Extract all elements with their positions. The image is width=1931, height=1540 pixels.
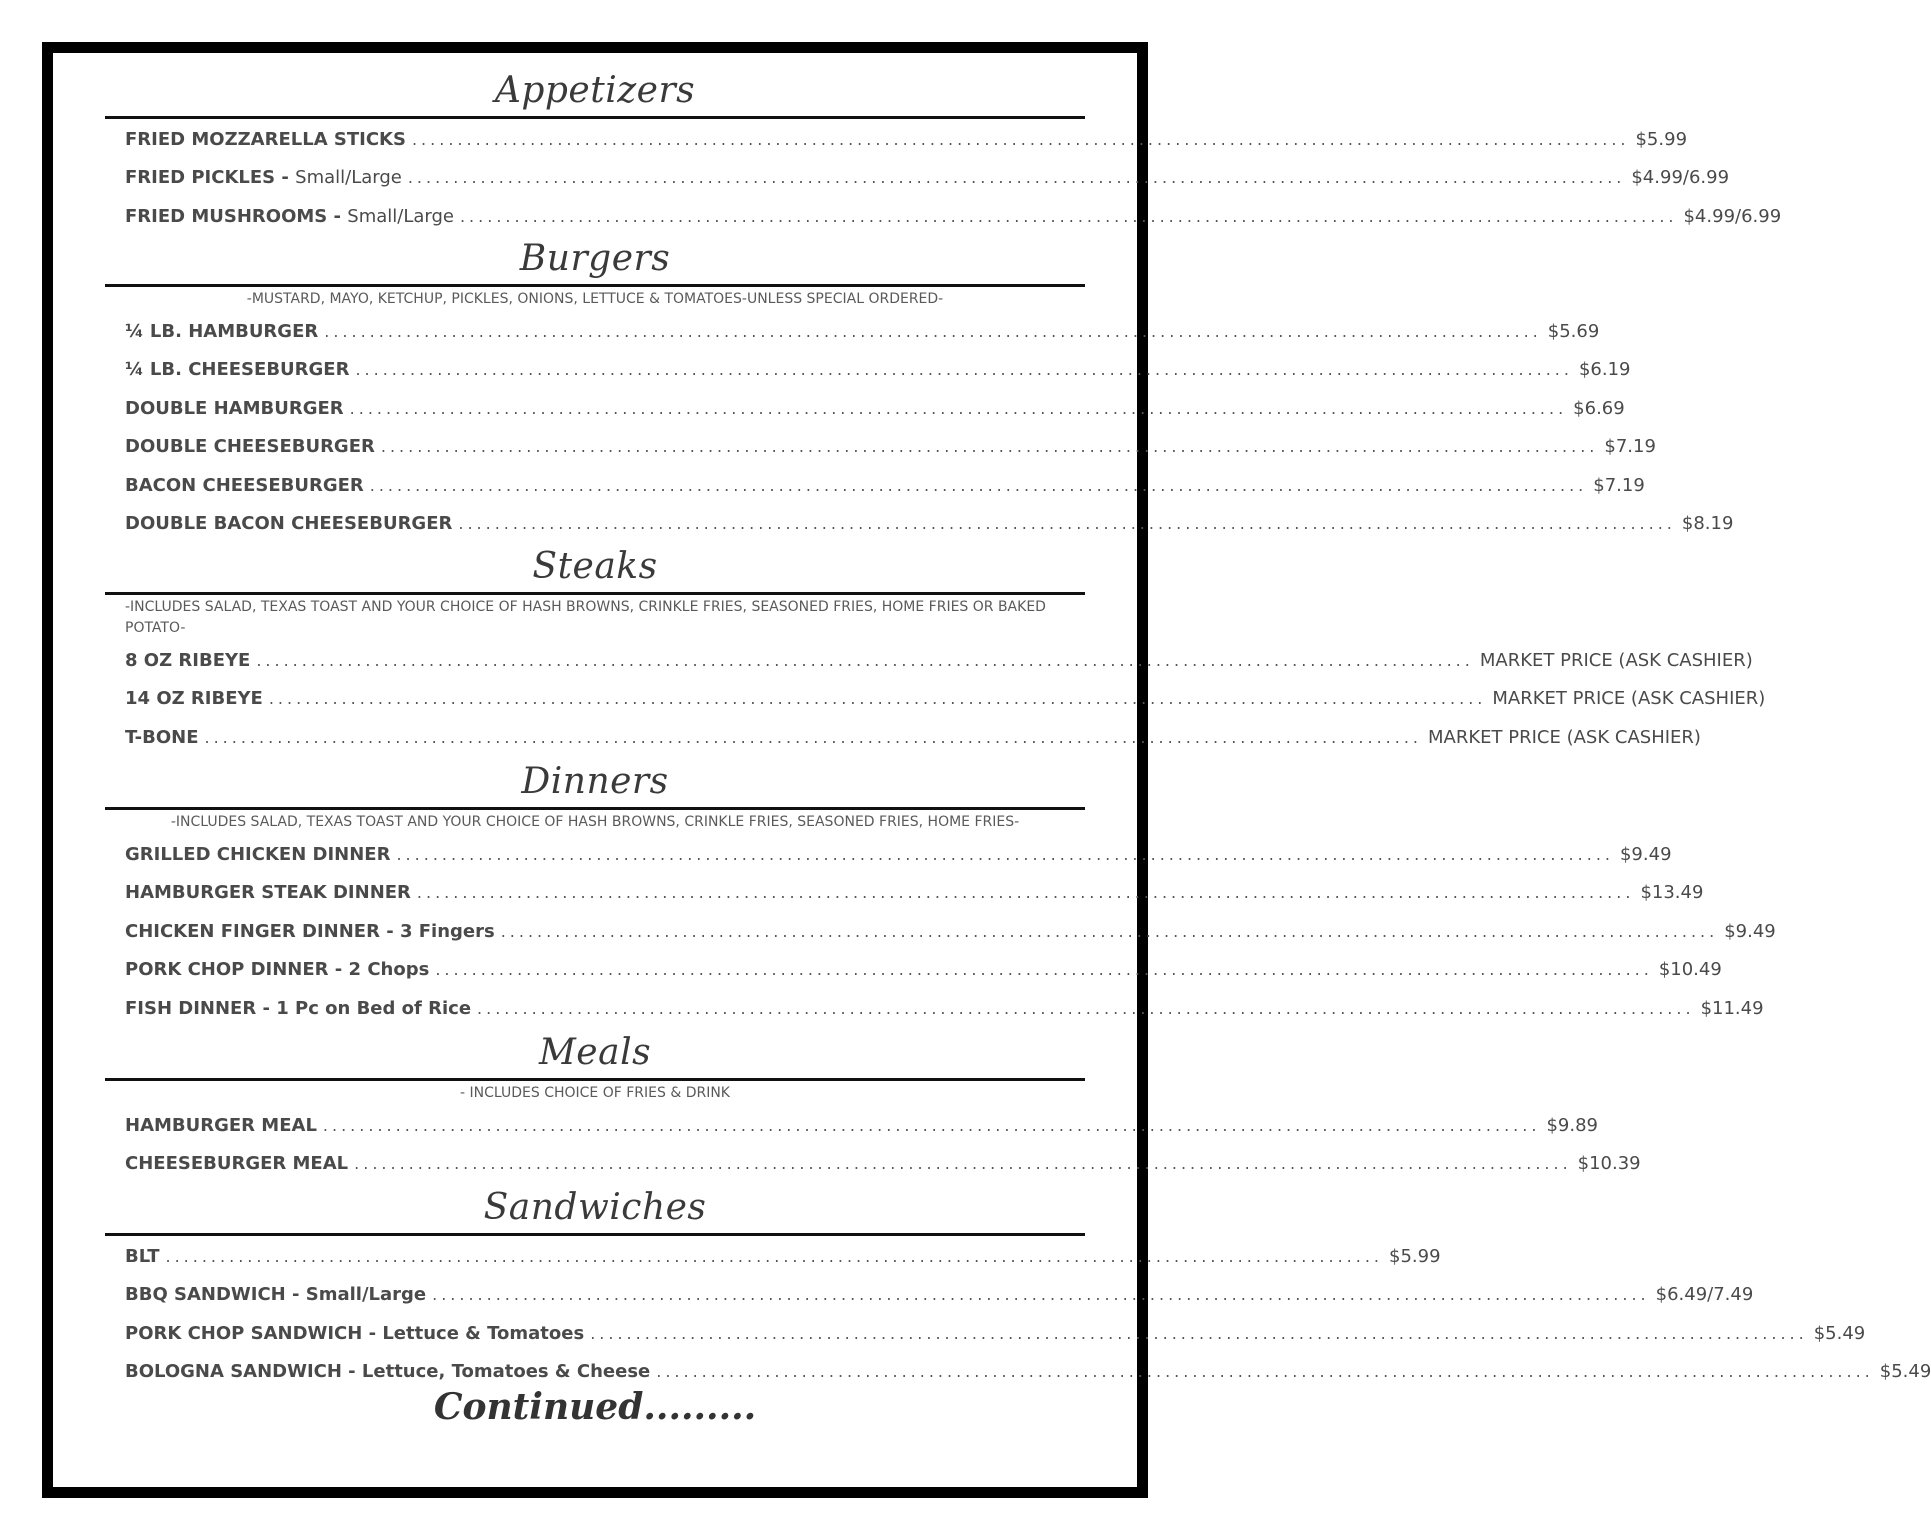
dot-leader: ......................................................................................................................................	[322, 1116, 1541, 1135]
item-name: DOUBLE BACON CHEESEBURGER	[125, 512, 453, 534]
item-name: FRIED PICKLES - Small/Large	[125, 167, 402, 189]
item-price: MARKET PRICE (ASK CASHIER)	[1479, 650, 1753, 671]
item-name: ¼ LB. HAMBURGER	[125, 321, 319, 342]
item-name: HAMBURGER MEAL	[125, 1115, 317, 1136]
dot-leader: ......................................................................................................................................	[380, 437, 1599, 457]
item-price: $7.19	[1593, 474, 1645, 496]
menu-item	[105, 1238, 1441, 1276]
menu-item	[105, 874, 1704, 912]
dot-leader: ......................................................................................................................................	[349, 398, 1568, 418]
item-price: $11.49	[1700, 997, 1764, 1019]
dot-leader: ......................................................................................................................................	[268, 689, 1487, 709]
continued-footer: Continued.........	[433, 1386, 757, 1428]
section-note: -MUSTARD, MAYO, KETCHUP, PICKLES, ONIONS, LETTUCE & TOMATOES-UNLESS SPECIAL ORDERED-	[246, 291, 944, 307]
menu-item	[105, 313, 1600, 351]
dot-leader: ......................................................................................................................................	[590, 1323, 1808, 1343]
item-name: FRIED MOZZARELLA STICKS	[125, 129, 406, 150]
menu-item	[105, 121, 1688, 159]
section-divider	[105, 807, 1085, 810]
item-name: 8 OZ RIBEYE	[125, 650, 251, 671]
item-price: MARKET PRICE (ASK CASHIER)	[1428, 726, 1701, 748]
section-steaks	[105, 542, 1766, 757]
menu-item	[105, 1276, 1754, 1314]
item-name: BACON CHEESEBURGER	[125, 474, 364, 496]
item-price: $6.49/7.49	[1655, 1284, 1754, 1306]
section-dinners	[105, 757, 1776, 1028]
dot-leader: ......................................................................................................................................	[204, 727, 1423, 747]
item-price: $5.99	[1389, 1246, 1441, 1267]
item-name: CHICKEN FINGER DINNER - 3 Fingers	[125, 920, 495, 942]
section-sandwiches	[105, 1183, 1931, 1392]
item-price: $6.19	[1578, 359, 1631, 381]
section-note: -INCLUDES SALAD, TEXAS TOAST AND YOUR CHOICE OF HASH BROWNS, CRINKLE FRIES, SEASONED FRIES, HOME FRIES OR BAKED POTATO-	[125, 599, 1046, 636]
section-note: - INCLUDES CHOICE OF FRIES & DRINK	[460, 1085, 730, 1101]
item-price: $7.19	[1604, 436, 1656, 458]
item-name: CHEESEBURGER MEAL	[125, 1153, 349, 1175]
item-name: BBQ SANDWICH - Small/Large	[125, 1284, 427, 1306]
dot-leader: ......................................................................................................................................	[355, 360, 1573, 380]
item-price: $5.99	[1635, 129, 1688, 150]
dot-leader: ......................................................................................................................................	[435, 960, 1653, 980]
item-name: ¼ LB. CHEESEBURGER	[125, 359, 350, 381]
section-divider	[105, 284, 1085, 287]
section-divider	[105, 1078, 1085, 1081]
item-price: $13.49	[1640, 882, 1704, 904]
item-price: $9.49	[1619, 844, 1672, 865]
dot-leader: ......................................................................................................................................	[369, 475, 1588, 495]
menu-item	[105, 505, 1734, 543]
section-heading: Burgers	[519, 238, 671, 279]
menu-item	[105, 951, 1722, 989]
dot-leader: ......................................................................................................................................	[500, 921, 1719, 941]
item-price: $5.69	[1547, 321, 1600, 342]
dot-leader: ......................................................................................................................................	[165, 1247, 1384, 1266]
item-name: PORK CHOP DINNER - 2 Chops	[125, 959, 430, 981]
item-name: T-BONE	[125, 726, 199, 748]
menu-item	[105, 390, 1625, 428]
item-price: $10.49	[1658, 959, 1722, 981]
menu-item	[105, 467, 1645, 505]
item-name: GRILLED CHICKEN DINNER	[125, 844, 391, 865]
item-price: $4.99/6.99	[1631, 167, 1730, 189]
item-price: MARKET PRICE (ASK CASHIER)	[1492, 688, 1766, 710]
item-price: $8.19	[1681, 512, 1734, 534]
dot-leader: ......................................................................................................................................	[324, 322, 1542, 341]
menu-item	[105, 642, 1753, 680]
section-heading: Steaks	[532, 546, 658, 587]
menu-item	[105, 719, 1701, 757]
section-heading: Meals	[538, 1032, 652, 1073]
menu-item	[105, 913, 1776, 951]
dot-leader: ......................................................................................................................................	[416, 883, 1635, 903]
dot-leader: ......................................................................................................................................	[656, 1362, 1874, 1382]
dot-leader: ......................................................................................................................................	[396, 845, 1614, 864]
item-name: FRIED MUSHROOMS - Small/Large	[125, 205, 454, 227]
item-price: $4.99/6.99	[1683, 205, 1782, 227]
dot-leader: ......................................................................................................................................	[256, 651, 1474, 670]
dot-leader: ......................................................................................................................................	[411, 130, 1630, 149]
section-appetizers	[105, 66, 1782, 236]
item-price: $10.39	[1577, 1153, 1641, 1175]
menu-item	[105, 990, 1764, 1028]
item-name: FISH DINNER - 1 Pc on Bed of Rice	[125, 997, 472, 1019]
menu-item	[105, 680, 1766, 718]
menu-item	[105, 428, 1656, 466]
menu-item	[105, 351, 1631, 389]
dot-leader: ......................................................................................................................................	[458, 513, 1676, 533]
menu-item	[105, 1315, 1866, 1353]
item-name: 14 OZ RIBEYE	[125, 688, 263, 710]
menu-item	[105, 159, 1730, 197]
dot-leader: ......................................................................................................................................	[354, 1154, 1572, 1174]
dot-leader: ......................................................................................................................................	[407, 168, 1626, 188]
dot-leader: ......................................................................................................................................	[477, 998, 1695, 1018]
section-meals	[105, 1028, 1641, 1184]
item-price: $6.69	[1573, 397, 1625, 419]
section-heading: Sandwiches	[483, 1187, 707, 1228]
item-name: BLT	[125, 1246, 160, 1267]
menu-item	[105, 836, 1672, 874]
item-name: BOLOGNA SANDWICH - Lettuce, Tomatoes & Cheese	[125, 1361, 651, 1383]
item-price: $9.89	[1546, 1115, 1598, 1136]
section-heading: Appetizers	[494, 70, 696, 111]
menu-item	[105, 198, 1782, 236]
item-price: $5.49	[1879, 1361, 1931, 1383]
item-name: HAMBURGER STEAK DINNER	[125, 882, 411, 904]
item-name: DOUBLE CHEESEBURGER	[125, 436, 375, 458]
menu-item	[105, 1107, 1598, 1145]
section-burgers	[105, 234, 1734, 543]
section-heading: Dinners	[521, 761, 669, 802]
item-name: DOUBLE HAMBURGER	[125, 397, 344, 419]
item-name: PORK CHOP SANDWICH - Lettuce & Tomatoes	[125, 1322, 585, 1344]
item-price: $9.49	[1724, 920, 1776, 942]
section-divider	[105, 592, 1085, 595]
item-price: $5.49	[1813, 1322, 1866, 1344]
section-note: -INCLUDES SALAD, TEXAS TOAST AND YOUR CHOICE OF HASH BROWNS, CRINKLE FRIES, SEASONED FRIES, HOME FRIES-	[170, 814, 1020, 830]
dot-leader: ......................................................................................................................................	[432, 1285, 1650, 1305]
dot-leader: ......................................................................................................................................	[459, 206, 1678, 226]
menu-item	[105, 1145, 1641, 1183]
